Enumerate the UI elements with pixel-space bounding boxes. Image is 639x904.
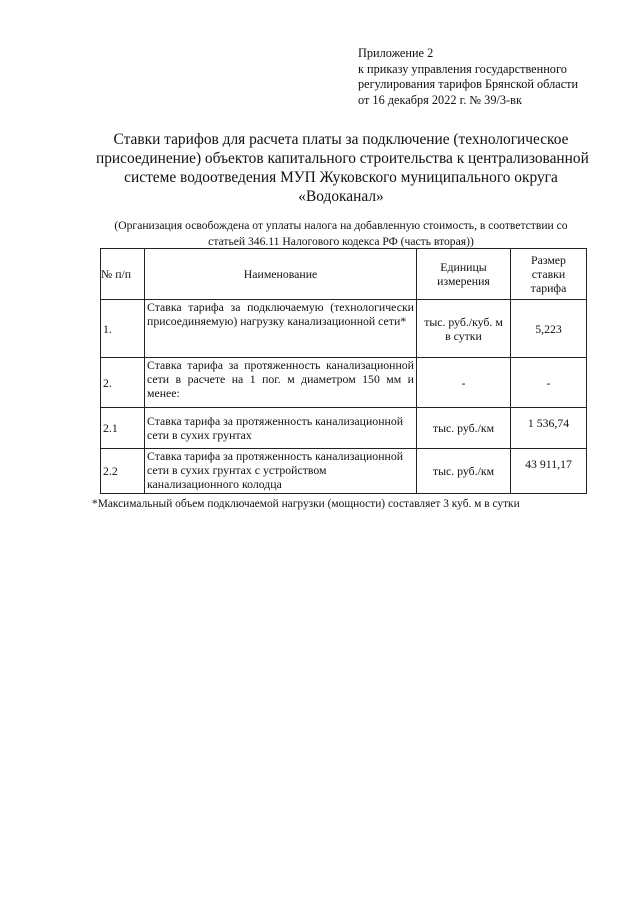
row-value: 1 536,74 bbox=[511, 408, 587, 449]
note-line: статьей 346.11 Налогового кодекса РФ (часть вторая)) bbox=[208, 234, 474, 248]
row-unit-line: тыс. руб./км bbox=[432, 421, 495, 435]
title-line: Ставки тарифов для расчета платы за подключение (технологическое bbox=[113, 131, 569, 148]
row-unit bbox=[417, 449, 511, 494]
row-num: 2.2 bbox=[101, 449, 145, 494]
row-unit-line: тыс. руб./куб. м bbox=[424, 314, 503, 329]
header-num: № п/п bbox=[101, 249, 145, 300]
table-row bbox=[101, 408, 587, 449]
header-unit-line: Единицы bbox=[440, 260, 487, 274]
appendix-line: регулирования тарифов Брянской области bbox=[358, 77, 579, 91]
row-unit-line: - bbox=[461, 375, 466, 390]
header-value-line: тарифа bbox=[530, 281, 567, 295]
row-name: Ставка тарифа за протяженность канализационной сети в расчете на 1 пог. м диаметром 150 мм и менее: bbox=[145, 358, 417, 408]
appendix-line: от 16 декабря 2022 г. № 39/3-вк bbox=[358, 92, 522, 107]
row-name: Ставка тарифа за протяженность канализационной сети в сухих грунтах с устройством канализационного колодца bbox=[145, 449, 417, 494]
tax-exemption-note bbox=[96, 218, 586, 249]
title-line: системе водоотведения МУП Жуковского муниципального округа bbox=[124, 169, 558, 186]
header-unit-line: измерения bbox=[437, 274, 490, 288]
header-unit bbox=[417, 249, 511, 300]
row-value: - bbox=[511, 358, 587, 408]
note-line: (Организация освобождена от уплаты налога на добавленную стоимость, в соответствии со bbox=[114, 219, 568, 232]
table-row bbox=[101, 358, 587, 408]
table-row bbox=[101, 449, 587, 494]
table-header-row bbox=[101, 249, 587, 300]
row-unit bbox=[417, 408, 511, 449]
row-unit-line: тыс. руб./км bbox=[432, 464, 495, 478]
tariff-table bbox=[100, 248, 587, 494]
footnote: *Максимальный объем подключаемой нагрузки (мощности) составляет 3 куб. м в сутки bbox=[92, 498, 520, 510]
row-unit-line: в сутки bbox=[445, 328, 482, 343]
title-line: «Водоканал» bbox=[298, 188, 384, 205]
row-unit bbox=[417, 300, 511, 358]
row-name: Ставка тарифа за подключаемую (технологически присоединяемую) нагрузку канализационной сети* bbox=[145, 300, 417, 358]
row-value: 5,223 bbox=[511, 300, 587, 358]
row-num: 2. bbox=[101, 358, 145, 408]
appendix-reference bbox=[358, 46, 628, 108]
title-line: присоединение) объектов капитального строительства к централизованной bbox=[96, 150, 589, 167]
row-name: Ставка тарифа за протяженность канализационной сети в сухих грунтах bbox=[145, 408, 417, 449]
header-name: Наименование bbox=[145, 249, 417, 300]
row-unit bbox=[417, 358, 511, 408]
row-num: 2.1 bbox=[101, 408, 145, 449]
appendix-line: Приложение 2 bbox=[358, 46, 434, 60]
header-value bbox=[511, 249, 587, 300]
header-value-line: Размер bbox=[531, 253, 566, 267]
table-row bbox=[101, 300, 587, 358]
header-value-line: ставки bbox=[531, 267, 566, 281]
row-value: 43 911,17 bbox=[511, 449, 587, 494]
appendix-line: к приказу управления государственного bbox=[358, 61, 567, 76]
document-title bbox=[96, 130, 589, 206]
row-num: 1. bbox=[101, 300, 145, 358]
